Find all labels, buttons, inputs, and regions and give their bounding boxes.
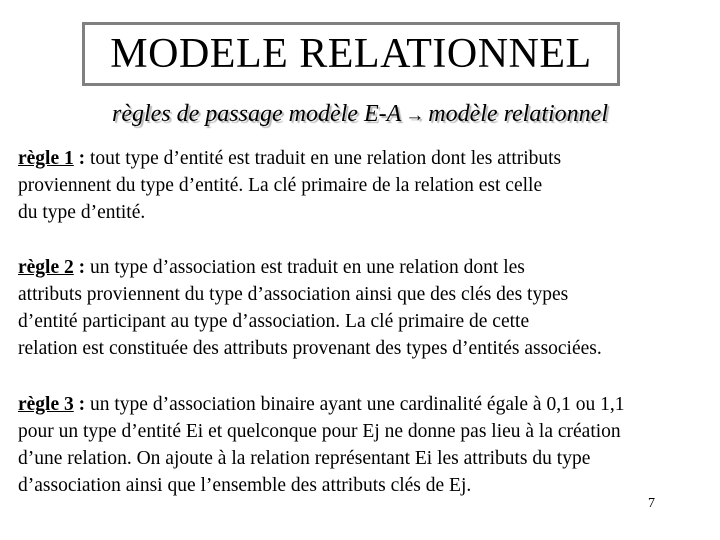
rule-1 — [18, 145, 718, 226]
rule-1-line-1 — [18, 145, 718, 172]
page-title: MODELE RELATIONNEL — [110, 31, 592, 77]
rule-1-line-3: du type d’entité. — [18, 202, 146, 223]
rule-2-label: règle 2 — [18, 257, 74, 278]
rule-3-line-4: d’association ainsi que l’ensemble des attributs clés de Ej. — [18, 475, 472, 496]
rule-1-text-1: tout type d’entité est traduit en une relation dont les attributs — [85, 148, 562, 169]
rule-2-line-2: attributs proviennent du type d’association ainsi que des clés des types — [18, 284, 569, 305]
page-number: 7 — [648, 496, 655, 511]
rule-3-line-3: d’une relation. On ajoute à la relation représentant Ei les attributs du type — [18, 448, 591, 469]
rule-3-label: règle 3 — [18, 394, 74, 415]
rule-1-label: règle 1 — [18, 148, 74, 169]
subtitle-left: règles de passage modèle E-A — [112, 101, 402, 127]
rule-2-line-1 — [18, 254, 718, 281]
rule-3-text-1: un type d’association binaire ayant une cardinalité égale à 0,1 ou 1,1 — [85, 394, 625, 415]
rule-2-line-3: d’entité participant au type d’association. La clé primaire de cette — [18, 311, 530, 332]
rule-2 — [18, 254, 718, 362]
right-arrow-icon: → — [405, 105, 425, 126]
rule-3-line-2: pour un type d’entité Ei et quelconque pour Ej ne donne pas lieu à la création — [18, 421, 621, 442]
title-box — [82, 22, 620, 86]
subtitle-right: modèle relationnel — [428, 101, 608, 127]
rule-1-line-2: proviennent du type d’entité. La clé primaire de la relation est celle — [18, 175, 543, 196]
rule-2-line-4: relation est constituée des attributs provenant des types d’entités associées. — [18, 338, 602, 359]
subtitle — [0, 101, 720, 128]
rule-1-colon: : — [73, 148, 86, 169]
rule-3-line-1 — [18, 391, 718, 418]
rule-2-text-1: un type d’association est traduit en une relation dont les — [85, 257, 525, 278]
rule-3-colon: : — [73, 394, 86, 415]
rule-3 — [18, 391, 718, 499]
rule-2-colon: : — [73, 257, 86, 278]
